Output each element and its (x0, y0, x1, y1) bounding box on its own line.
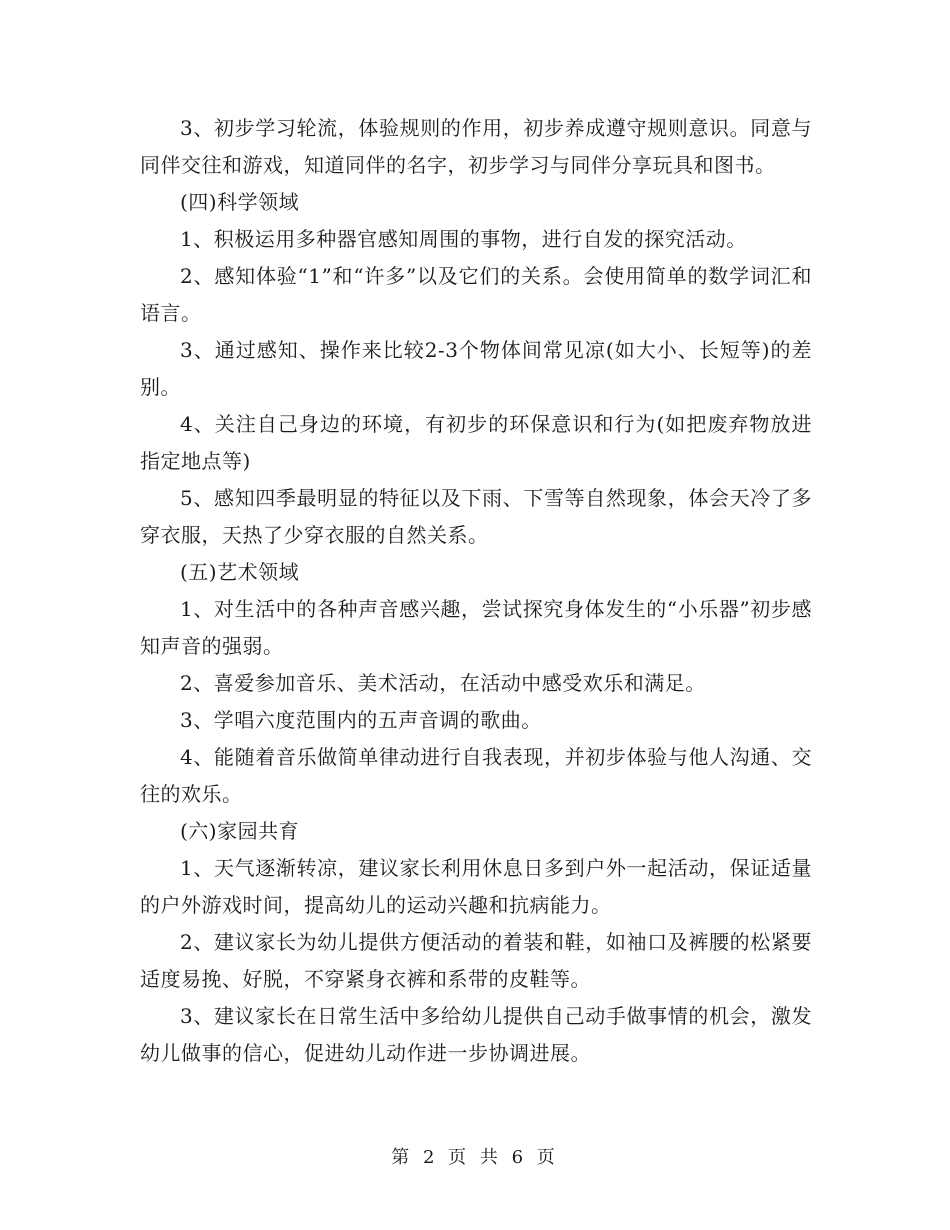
section-heading-science: (四)科学领域 (180, 190, 300, 214)
paragraph-home-2: 2、建议家长为幼儿提供方便活动的着装和鞋，如袖口及裤腰的松紧要适度易挽、好脱，不穿紧身衣裤和系带的皮鞋等。 (140, 930, 812, 991)
paragraph-rules: 3、初步学习轮流，体验规则的作用，初步养成遵守规则意识。同意与同伴交往和游戏，知道同伴的名字，初步学习与同伴分享玩具和图书。 (140, 116, 812, 177)
paragraph-home-3: 3、建议家长在日常生活中多给幼儿提供自己动手做事情的机会，激发幼儿做事的信心，促进幼儿动作进一步协调进展。 (140, 1004, 812, 1065)
section-heading-home: (六)家园共育 (180, 819, 300, 843)
paragraph-art-2: 2、喜爱参加音乐、美术活动，在活动中感受欢乐和满足。 (180, 671, 706, 695)
document-body (140, 110, 812, 1072)
paragraph-art-4: 4、能随着音乐做简单律动进行自我表现，并初步体验与他人沟通、交往的欢乐。 (140, 745, 812, 806)
paragraph-science-4: 4、关注自己身边的环境，有初步的环保意识和行为(如把废弃物放进指定地点等) (140, 412, 812, 473)
paragraph-home-1: 1、天气逐渐转凉，建议家长利用休息日多到户外一起活动，保证适量的户外游戏时间，提高幼儿的运动兴趣和抗病能力。 (140, 856, 812, 917)
paragraph-science-3: 3、通过感知、操作来比较2-3个物体间常见凉(如大小、长短等)的差别。 (140, 338, 812, 399)
paragraph-art-3: 3、学唱六度范围内的五声音调的歌曲。 (180, 708, 542, 732)
paragraph-science-2: 2、感知体验“1”和“许多”以及它们的关系。会使用简单的数学词汇和语言。 (140, 264, 812, 325)
paragraph-art-1: 1、对生活中的各种声音感兴趣，尝试探究身体发生的“小乐器”初步感知声音的强弱。 (140, 597, 812, 658)
page-number-footer: 第 2 页 共 6 页 (391, 1147, 559, 1168)
paragraph-science-1: 1、积极运用多种器官感知周围的事物，进行自发的探究活动。 (180, 227, 747, 251)
paragraph-science-5: 5、感知四季最明显的特征以及下雨、下雪等自然现象，体会天冷了多穿衣服，天热了少穿衣服的自然关系。 (140, 486, 812, 547)
section-heading-art: (五)艺术领域 (180, 560, 300, 584)
